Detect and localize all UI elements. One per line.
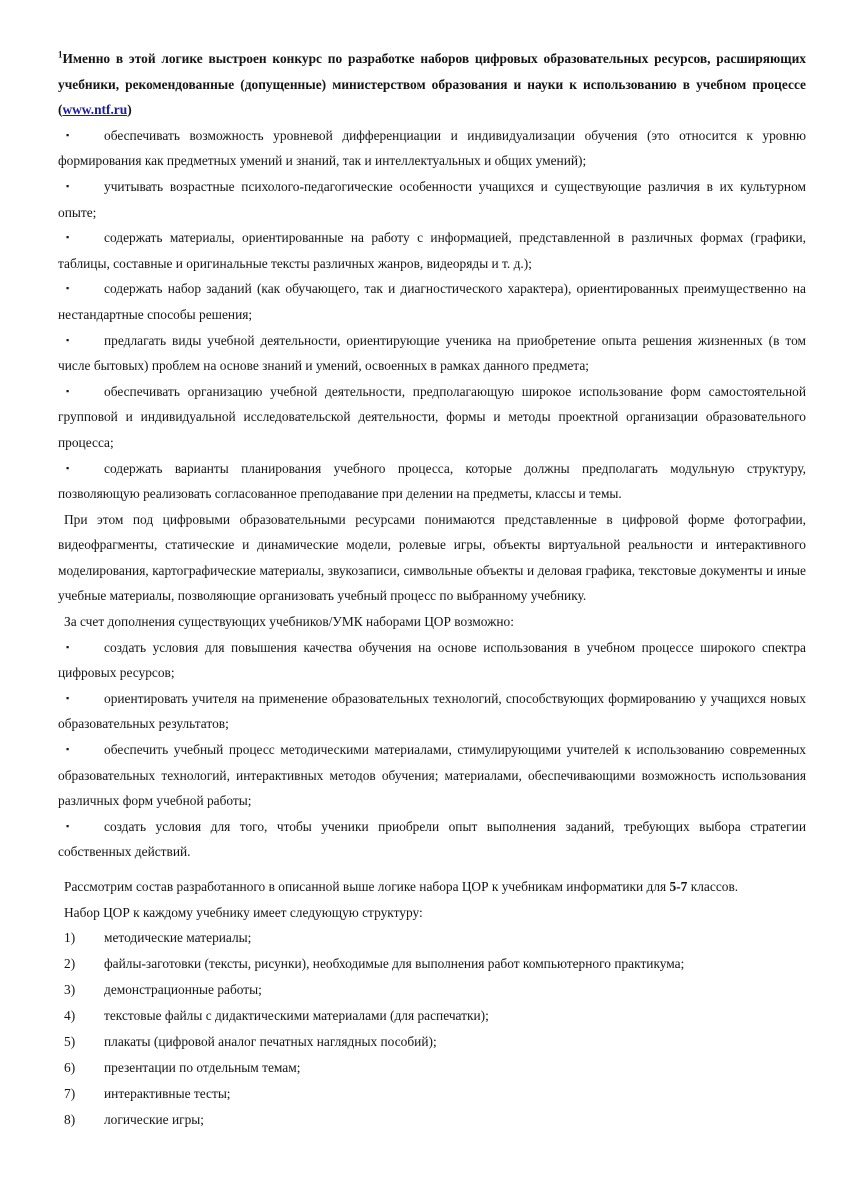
- bullet-list-possibilities: [58, 635, 806, 865]
- list-item-text: логические игры;: [104, 1112, 205, 1128]
- bullet-icon: ▪: [66, 820, 70, 831]
- list-item: [58, 737, 806, 814]
- list-item-text: интерактивные тесты;: [104, 1086, 231, 1102]
- consider-tail: классов.: [687, 879, 739, 894]
- item-number: 4): [64, 1008, 76, 1024]
- list-item-text: демонстрационные работы;: [104, 982, 262, 998]
- list-item: [58, 328, 806, 379]
- bullet-list-requirements: [58, 123, 806, 507]
- list-item-text: создать условия для повышения качества обучения на основе использования в учебном процессе широкого спектра цифровых ресурсов;: [58, 639, 806, 681]
- list-item-text: обеспечить учебный процесс методическими материалами, стимулирующими учителей к использованию современных образовательных технологий, интерактивных методов обучения; материалами, обеспечивающими возможность использования различных форм учебной работы;: [58, 742, 806, 809]
- list-item-text: методические материалы;: [104, 930, 252, 946]
- footnote-marker: 1: [58, 49, 63, 60]
- bullet-icon: ▪: [66, 283, 70, 294]
- consider-text: Рассмотрим состав разработанного в описанной выше логике набора ЦОР к учебникам информатики для: [64, 879, 670, 894]
- list-item: [58, 951, 806, 977]
- bullet-icon: ▪: [66, 462, 70, 473]
- list-item: [58, 1107, 806, 1133]
- list-item-text: ориентировать учителя на применение образовательных технологий, способствующих формированию у учащихся новых образовательных результатов;: [58, 690, 806, 732]
- item-number: 3): [64, 982, 76, 998]
- bullet-icon: ▪: [66, 744, 70, 755]
- list-item: [58, 635, 806, 686]
- item-number: 1): [64, 930, 76, 946]
- paragraph-structure-intro: Набор ЦОР к каждому учебнику имеет следующую структуру:: [64, 904, 423, 920]
- list-item-text: учитывать возрастные психолого-педагогические особенности учащихся и существующие различия в их культурном опыте;: [58, 178, 806, 220]
- list-item: [58, 925, 806, 951]
- bullet-icon: ▪: [66, 385, 70, 396]
- paragraph-consider: [58, 874, 806, 900]
- list-item-text: содержать материалы, ориентированные на работу с информацией, представленной в различных формах (графики, таблицы, составные и оригинальные тексты различных жанров, видеоряды и т. д.);: [58, 230, 806, 271]
- list-item-text: содержать варианты планирования учебного процесса, которые должны предполагать модульную структуру, позволяющую реализовать согласованное преподавание при делении на предметы, классы и темы.: [58, 460, 806, 502]
- list-item-text: создать условия для того, чтобы ученики приобрели опыт выполнения заданий, требующих выбора стратегии собственных действий.: [58, 818, 806, 860]
- item-number: 7): [64, 1086, 76, 1102]
- list-item: [58, 174, 806, 225]
- footnote-link[interactable]: www.ntf.ru: [62, 102, 128, 118]
- item-number: 5): [64, 1034, 76, 1050]
- list-item-text: текстовые файлы с дидактическими материалами (для распечатки);: [104, 1008, 489, 1024]
- footnote-close: ): [127, 102, 132, 118]
- list-item: [58, 379, 806, 456]
- list-item: [58, 276, 806, 327]
- list-item-text: предлагать виды учебной деятельности, ориентирующие ученика на приобретение опыта решения жизненных (в том числе бытовых) проблем на основе знаний и умений, освоенных в рамках данного предмета;: [58, 332, 806, 374]
- list-item: [58, 1055, 806, 1081]
- list-item-text: плакаты (цифровой аналог печатных наглядных пособий);: [104, 1034, 437, 1050]
- list-item: [58, 686, 806, 737]
- paragraph-possibilities-intro: За счет дополнения существующих учебников/УМК наборами ЦОР возможно:: [64, 614, 514, 630]
- list-item-text: обеспечивать организацию учебной деятельности, предполагающую широкое использование форм самостоятельной групповой и индивидуальной исследовательской деятельности, формы и методы проектной организации образовательного процесса;: [58, 383, 806, 450]
- item-number: 8): [64, 1112, 76, 1128]
- bullet-icon: ▪: [66, 641, 70, 652]
- bullet-icon: ▪: [66, 232, 70, 243]
- grades-range: 5-7: [669, 879, 688, 894]
- item-number: 2): [64, 956, 76, 972]
- list-item: [58, 1081, 806, 1107]
- list-item-text: содержать набор заданий (как обучающего, так и диагностического характера), ориентированных преимущественно на нестандартные способы решения;: [58, 281, 806, 322]
- list-item: [58, 1003, 806, 1029]
- list-item: [58, 123, 806, 174]
- document-page: [58, 46, 806, 1133]
- numbered-list-structure: [58, 925, 806, 1132]
- bullet-icon: ▪: [66, 129, 70, 140]
- list-item: [58, 977, 806, 1003]
- list-item: [58, 225, 806, 276]
- bullet-icon: ▪: [66, 180, 70, 191]
- list-item-text: файлы-заготовки (тексты, рисунки), необходимые для выполнения работ компьютерного практикума;: [104, 956, 685, 972]
- list-item: [58, 456, 806, 507]
- paragraph-definition: При этом под цифровыми образовательными ресурсами понимаются представленные в цифровой форме фотографии, видеофрагменты, статические и динамические модели, ролевые игры, объекты виртуальной реальности и интерактивного моделирования, картографические материалы, звукозаписи, символьные объекты и деловая графика, текстовые документы и иные учебные материалы, позволяющие организовать учебный процесс по выбранному учебнику.: [58, 511, 806, 604]
- list-item-text: обеспечивать возможность уровневой дифференциации и индивидуализации обучения (это относится к уровню формирования как предметных умений и знаний, так и интеллектуальных и общих умений);: [58, 127, 806, 169]
- spacer: [58, 865, 806, 874]
- list-item-text: презентации по отдельным темам;: [104, 1060, 301, 1076]
- list-item: [58, 1029, 806, 1055]
- bullet-icon: ▪: [66, 334, 70, 345]
- bullet-icon: ▪: [66, 692, 70, 703]
- footnote-text: Именно в этой логике выстроен конкурс по разработке наборов цифровых образовательных ресурсов, расширяющих учебники, рекомендованные (допущенные) министерством образования и науки к использованию в учебном процессе (: [58, 51, 806, 118]
- item-number: 6): [64, 1060, 76, 1076]
- list-item: [58, 814, 806, 865]
- footnote: [58, 46, 806, 123]
